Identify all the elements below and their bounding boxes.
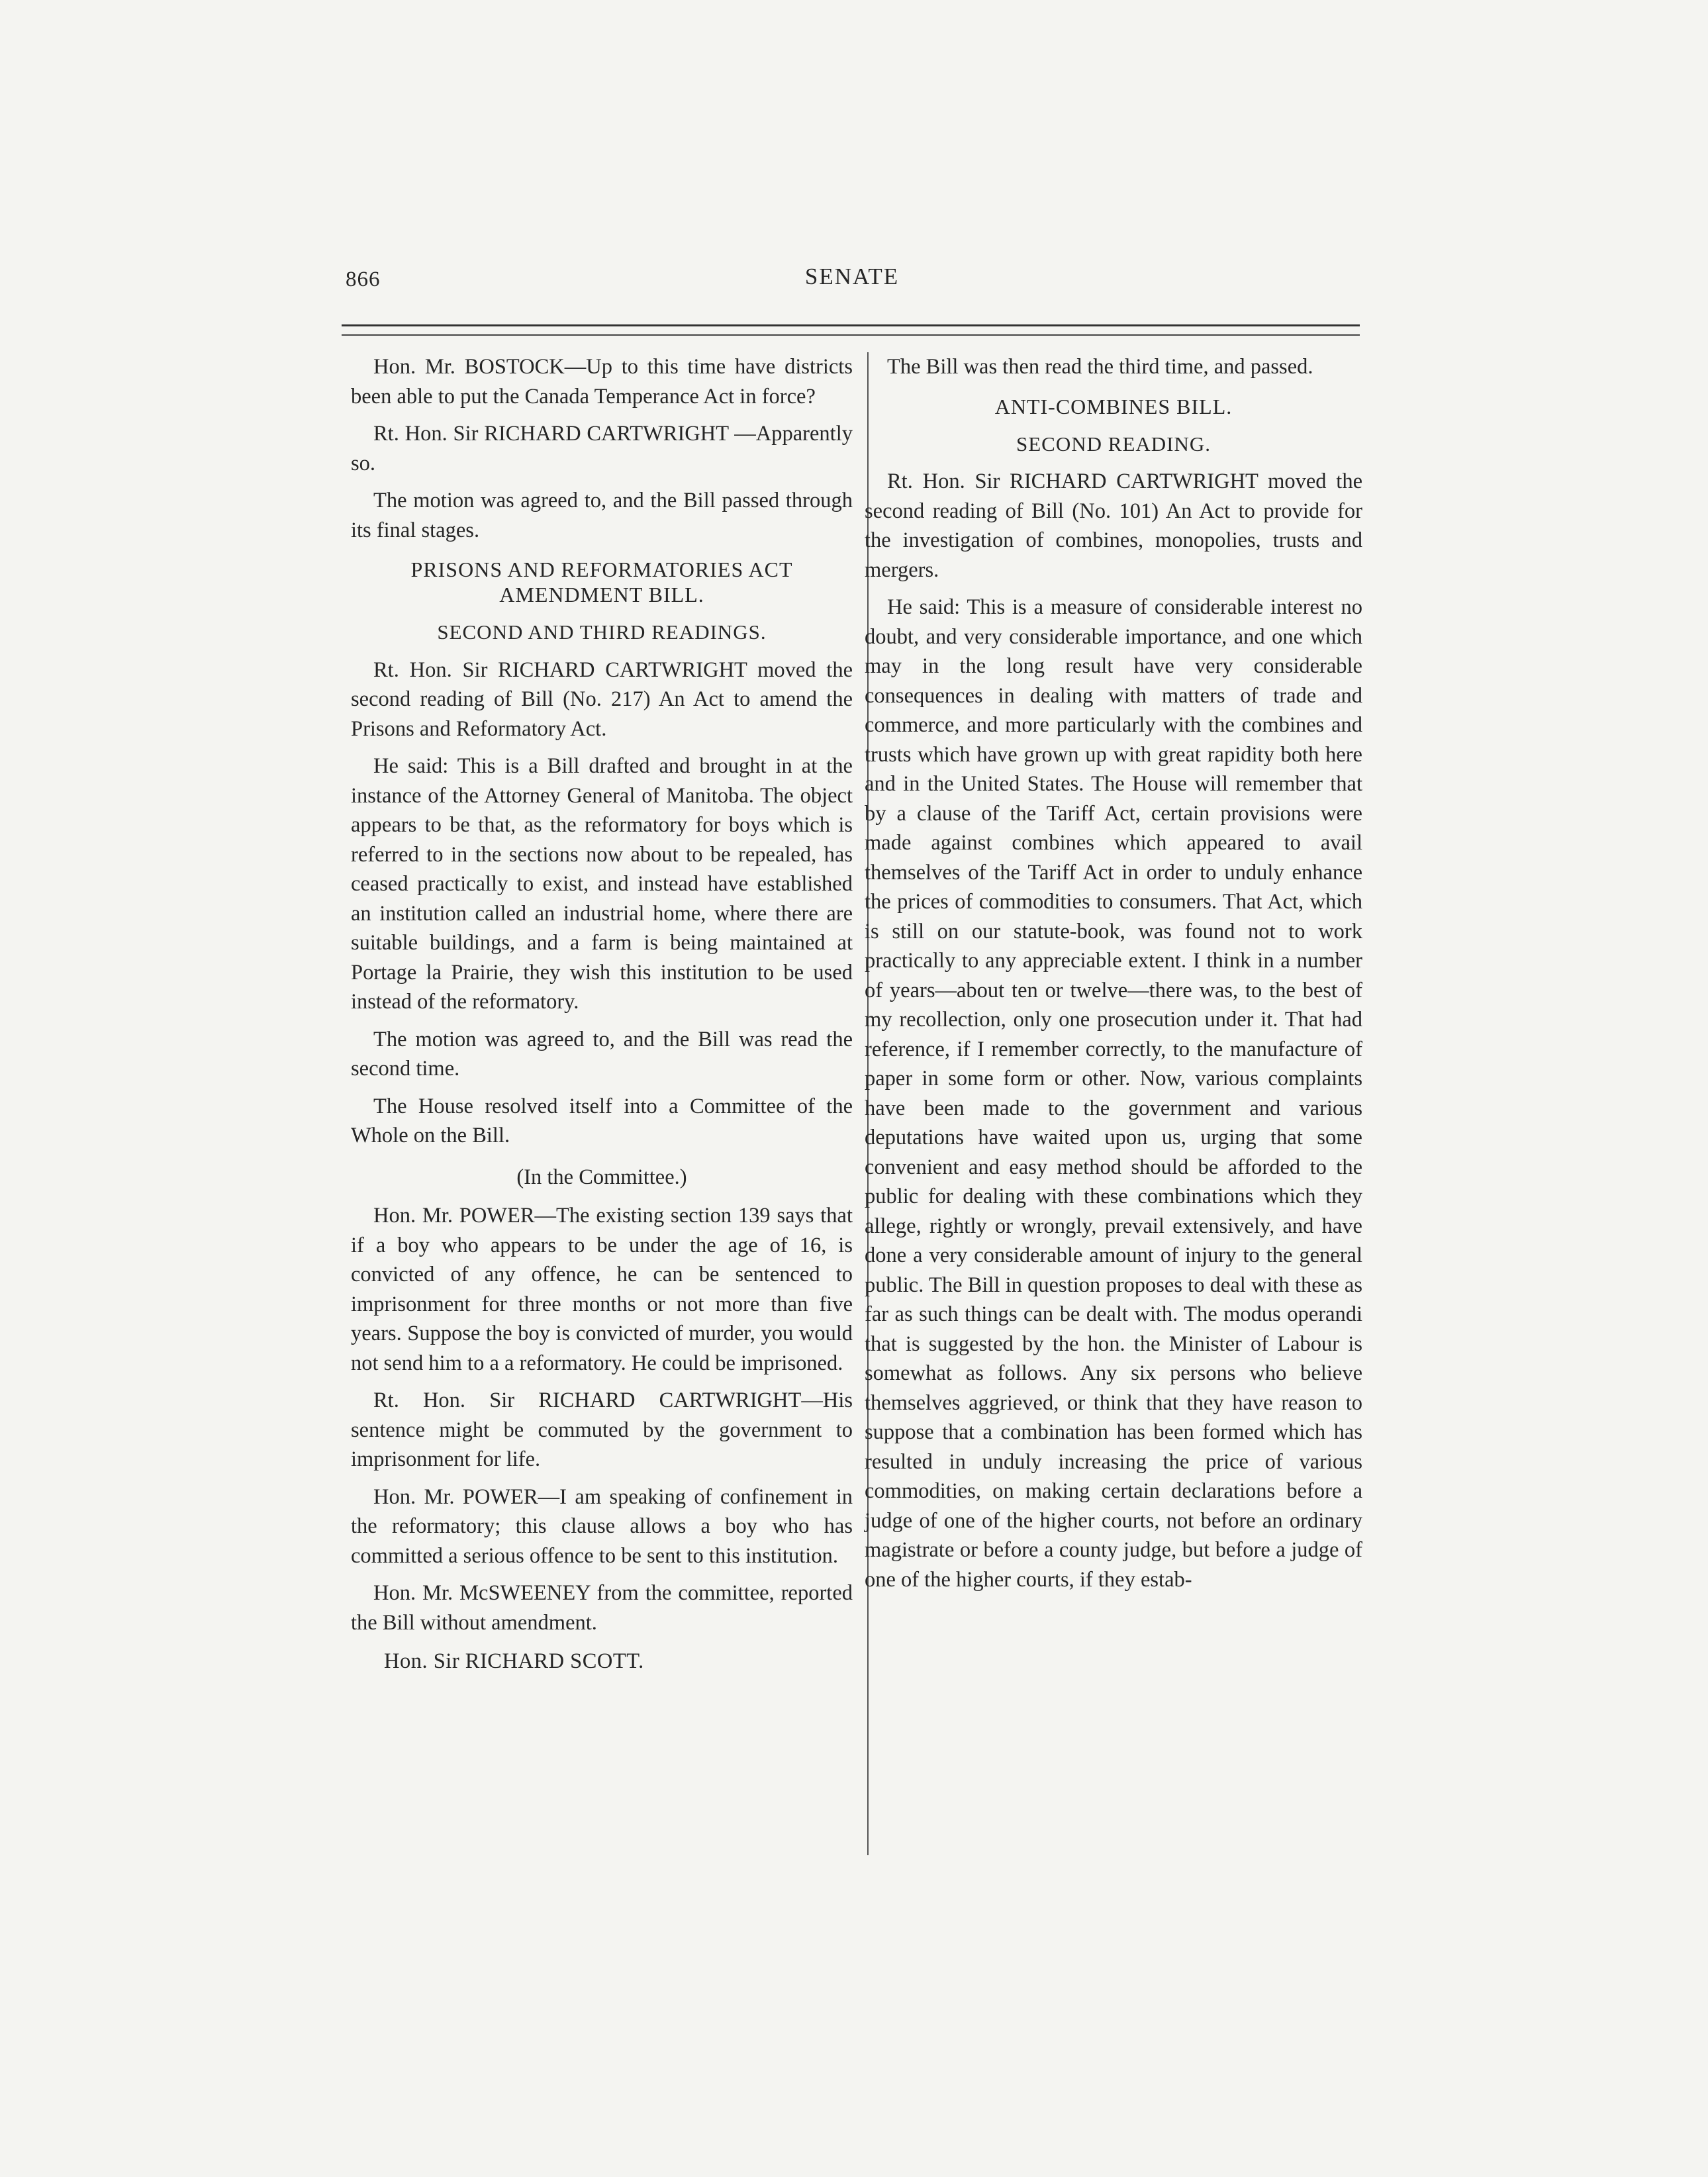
committee-note: (In the Committee.) bbox=[516, 1165, 687, 1189]
paragraph: Rt. Hon. Sir RICHARD CARTWRIGHT moved the second reading of Bill (No. 101) An Act to provide for the investigation of combines, monopolies, trusts and mergers. bbox=[865, 469, 1362, 582]
header-rule bbox=[342, 324, 1360, 336]
paragraph: The Bill was then read the third time, and passed. bbox=[887, 355, 1313, 379]
paragraph: Hon. Mr. POWER—I am speaking of confinement in the reformatory; this clause allows a boy who has committed a serious offence to be sent to this institution. bbox=[351, 1484, 853, 1568]
page-number: 866 bbox=[346, 267, 381, 291]
paragraph: The House resolved itself into a Committee of the Whole on the Bill. bbox=[351, 1094, 853, 1147]
right-column bbox=[865, 352, 1362, 1602]
paragraph: Hon. Sir RICHARD SCOTT. bbox=[384, 1649, 644, 1673]
section-heading: ANTI-COMBINES BILL. bbox=[994, 394, 1233, 418]
section-subheading: SECOND READING. bbox=[1016, 432, 1211, 456]
paragraph: Hon. Mr. POWER—The existing section 139 says that if a boy who appears to be under the age of 16, is convicted of any offence, he can be sentenced to imprisonment for three months or not more than five years. Suppose the boy is convicted of murder, you would not send him to a a reformatory. He could be imprisoned. bbox=[351, 1204, 853, 1375]
paragraph: The motion was agreed to, and the Bill passed through its final stages. bbox=[351, 489, 853, 542]
page-header bbox=[346, 264, 1358, 297]
left-column bbox=[351, 352, 853, 1676]
section-subheading: SECOND AND THIRD READINGS. bbox=[437, 620, 767, 644]
paragraph: He said: This is a Bill drafted and brought in at the instance of the Attorney General of Manitoba. The object appears to be that, as the reformatory for boys which is referred to in the sections now about to be repealed, has ceased practically to exist, and instead have established an institution called an industrial home, where there are suitable buildings, and a farm is being maintained at Portage la Prairie, they wish this institution to be used instead of the reformatory. bbox=[351, 754, 853, 1014]
paragraph: The motion was agreed to, and the Bill was read the second time. bbox=[351, 1027, 853, 1081]
paragraph: Rt. Hon. Sir RICHARD CARTWRIGHT moved the second reading of Bill (No. 217) An Act to amend the Prisons and Reformatory Act. bbox=[351, 657, 853, 741]
paragraph: Hon. Mr. McSWEENEY from the committee, reported the Bill without amendment. bbox=[351, 1581, 853, 1635]
paragraph: Rt. Hon. Sir RICHARD CARTWRIGHT —Apparently so. bbox=[351, 422, 853, 475]
paragraph: Rt. Hon. Sir RICHARD CARTWRIGHT—His sentence might be commuted by the government to imprisonment for life. bbox=[351, 1388, 853, 1471]
paragraph: Hon. Mr. BOSTOCK—Up to this time have districts been able to put the Canada Temperance Act in force? bbox=[351, 355, 853, 409]
paragraph: He said: This is a measure of considerable interest no doubt, and very considerable importance, and one which may in the long result have very considerable consequences in dealing with matters of trade and commerce, and more particularly with the combines and trusts which have grown up with great rapidity both here and in the United States. The House will remember that by a clause of the Tariff Act, certain provisions were made against combines which appeared to avail themselves of the Tariff Act in order to unduly enhance the prices of commodities to consumers. That Act, which is still on our statute-book, was found not to work practically to any appreciable extent. I think in a number of years—about ten or twelve—there was, to the best of my recollection, only one prosecution under it. That had reference, if I remember correctly, to the manufacture of paper in some form or other. Now, various complaints have been made to the government and various deputations have waited upon us, urging that some convenient and easy method should be afforded to the public for dealing with these combinations which they allege, rightly or wrongly, prevail extensively, and have done a very considerable amount of injury to the general public. The Bill in question proposes to deal with these as far as such things can be dealt with. The modus operandi that is suggested by the hon. the Minister of Labour is somewhat as follows. Any six persons who believe themselves aggrieved, or think that they have reason to suppose that a combination has been formed which has resulted in unduly increasing the price of various commodities, on making certain declarations before a judge of one of the higher courts, not before an ordinary magistrate or before a county judge, but before a judge of one of the higher courts, if they estab- bbox=[865, 595, 1362, 1592]
running-head: SENATE bbox=[804, 264, 900, 289]
section-heading: PRISONS AND REFORMATORIES ACT AMENDMENT BILL. bbox=[410, 557, 793, 606]
